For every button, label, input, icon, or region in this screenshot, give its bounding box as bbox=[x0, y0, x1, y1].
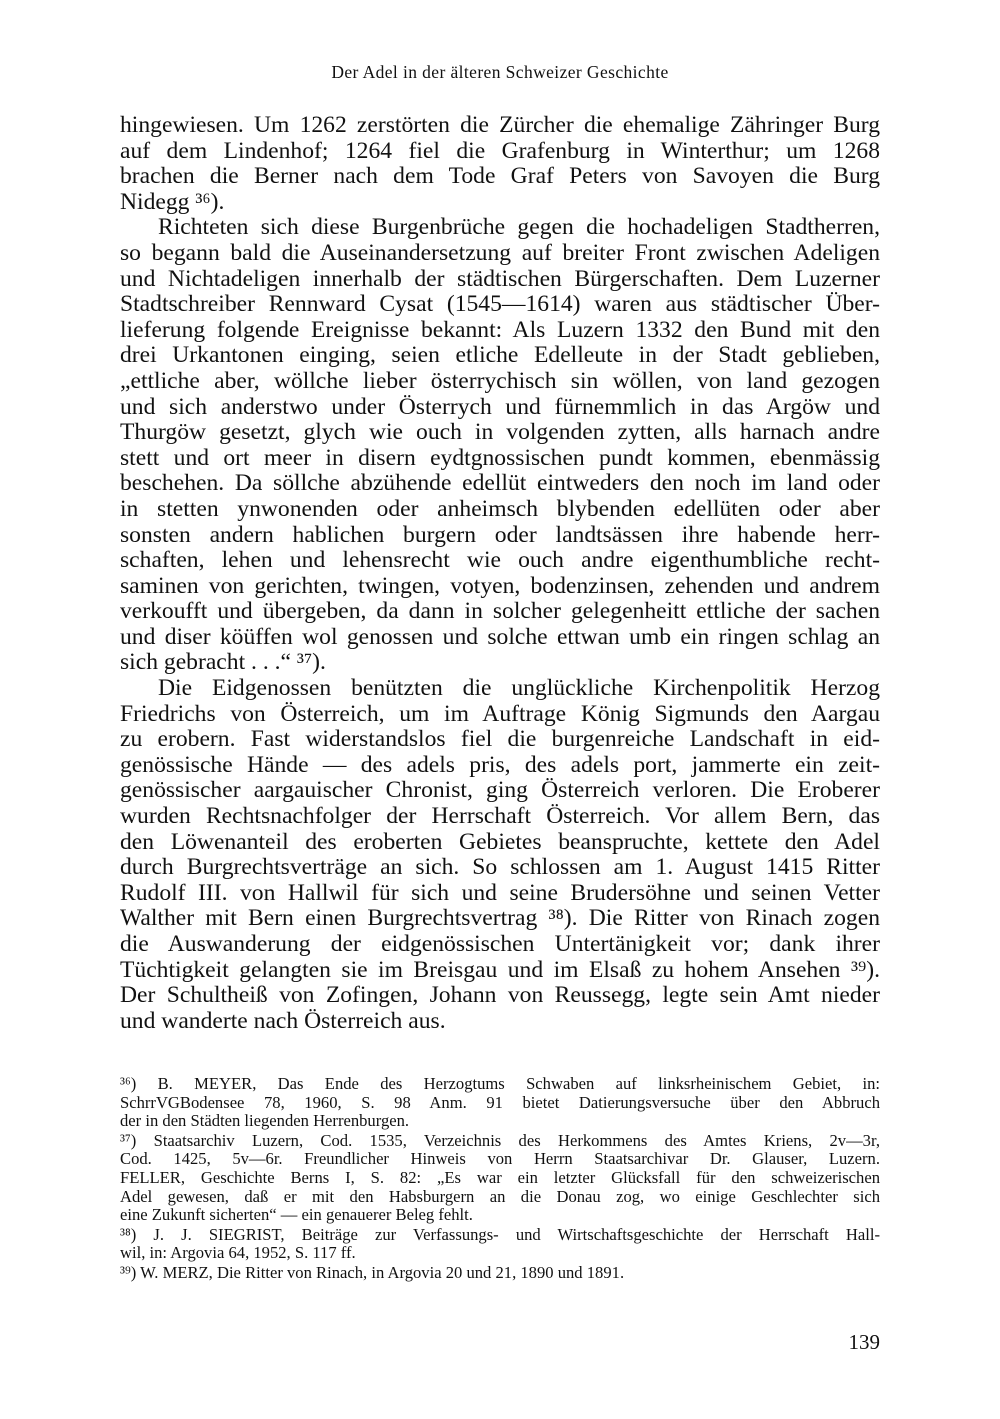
main-text bbox=[120, 113, 880, 1034]
text-line: Stadtschreiber Rennward Cysat (1545—1614) waren aus städtischer Über- bbox=[120, 291, 880, 318]
footnote-line: FELLER, Geschichte Berns I, S. 82: „Es war ein letzter Glücksfall für den schweizerischen bbox=[120, 1167, 880, 1187]
text-line: Thurgöw gesetzt, glych wie ouch in volgenden zytten, alls harnach andre bbox=[120, 419, 880, 446]
text-line: auf dem Lindenhof; 1264 fiel die Grafenburg in Winterthur; um 1268 bbox=[120, 137, 880, 164]
text-line: lieferung folgende Ereignisse bekannt: Als Luzern 1332 den Bund mit den bbox=[120, 316, 880, 343]
text-line: und sich anderstwo under Österrych und fürnemmlich in das Argöw und bbox=[120, 393, 880, 420]
text-line: beschehen. Da söllche abzühende edellüt eintweders den noch im land oder bbox=[120, 470, 880, 497]
footnote-line: Adel gewesen, daß er mit den Habsburgern an die Donau zog, wo einige Geschlechter sich bbox=[120, 1186, 880, 1206]
text-line: Nidegg ³⁶). bbox=[120, 188, 225, 215]
footnote-line: der in den Städten liegenden Herrenburgen. bbox=[120, 1111, 410, 1131]
footnote-line: ³⁶) B. MEYER, Das Ende des Herzogtums Schwaben auf linksrheinischem Gebiet, in: bbox=[120, 1074, 880, 1093]
text-line: Richteten sich diese Burgenbrüche gegen die hochadeligen Stadtherren, bbox=[158, 214, 880, 241]
page-number: 139 bbox=[848, 1330, 880, 1354]
text-line: und Nichtadeligen innerhalb der städtischen Bürgerschaften. Dem Luzerner bbox=[120, 265, 880, 292]
text-line: saminen von gerichten, twingen, votyen, bodenzinsen, zehenden und andrem bbox=[120, 572, 880, 599]
text-line: sonsten andern hablichen burgern oder landtsässen ihre habende herr- bbox=[120, 521, 880, 548]
text-line: Der Schultheiß von Zofingen, Johann von Reussegg, legte sein Amt nieder bbox=[120, 982, 880, 1009]
text-line: drei Urkantonen einging, seien etliche Edelleute in der Stadt geblieben, bbox=[120, 342, 880, 369]
text-line: hingewiesen. Um 1262 zerstörten die Zürcher die ehemalige Zähringer Burg bbox=[120, 112, 880, 138]
footnote-line: SchrrVGBodensee 78, 1960, S. 98 Anm. 91 bietet Datierungsversuche über den Abbruch bbox=[120, 1092, 880, 1112]
text-line: Walther mit Bern einen Burgrechtsvertrag ³⁸). Die Ritter von Rinach zogen bbox=[120, 905, 880, 932]
text-line: durch Burgrechtsverträge an sich. So schlossen am 1. August 1415 Ritter bbox=[120, 854, 880, 881]
text-line: sich gebracht . . .“ ³⁷). bbox=[120, 649, 326, 676]
text-line: wurden Rechtsnachfolger der Herrschaft Österreich. Vor allem Bern, das bbox=[120, 803, 880, 830]
running-header: Der Adel in der älteren Schweizer Geschichte bbox=[331, 62, 669, 82]
footnote bbox=[120, 1226, 880, 1263]
text-line: Die Eidgenossen benützten die unglückliche Kirchenpolitik Herzog bbox=[158, 675, 880, 702]
paragraph bbox=[120, 113, 880, 215]
footnote-line: ³⁷) Staatsarchiv Luzern, Cod. 1535, Verzeichnis des Herkommens des Amtes Kriens, 2v—3r, bbox=[120, 1130, 880, 1150]
footnote-line: ³⁹) W. MERZ, Die Ritter von Rinach, in Argovia 20 und 21, 1890 und 1891. bbox=[120, 1262, 625, 1282]
text-line: und wanderte nach Österreich aus. bbox=[120, 1007, 446, 1034]
footnote-line: Cod. 1425, 5v—6r. Freundlicher Hinweis von Herrn Staatsarchivar Dr. Glauser, Luzern. bbox=[120, 1149, 880, 1169]
footnote-line: ³⁸) J. J. SIEGRIST, Beiträge zur Verfassungs- und Wirtschaftsgeschichte der Herrschaft Hall- bbox=[120, 1224, 880, 1244]
text-line: schaften, lehen und lehensrecht wie ouch andre eigenthumbliche recht- bbox=[120, 547, 880, 574]
text-line: verkoufft und übergeben, da dann in solcher gelegenheitt ettliche der sachen bbox=[120, 598, 880, 625]
footnotes bbox=[120, 1075, 880, 1284]
footnote bbox=[120, 1075, 880, 1131]
text-line: „ettliche aber, wöllche lieber österrychisch sin wöllen, von land gezogen bbox=[120, 367, 880, 394]
text-line: Rudolf III. von Hallwil für sich und seine Brudersöhne und seinen Vetter bbox=[120, 879, 880, 906]
text-line: brachen die Berner nach dem Tode Graf Peters von Savoyen die Burg bbox=[120, 163, 880, 190]
text-line: Tüchtigkeit gelangten sie im Breisgau und im Elsaß zu hohem Ansehen ³⁹). bbox=[120, 956, 880, 983]
text-line: und diser köüffen wol genossen und solche ettwan umb ein ringen schlag an bbox=[120, 623, 880, 650]
footnote-line: wil, in: Argovia 64, 1952, S. 117 ff. bbox=[120, 1243, 356, 1263]
text-line: in stetten ynwonenden oder anheimsch blybenden edellüten oder aber bbox=[120, 495, 880, 522]
text-line: die Auswanderung der eidgenössischen Untertänigkeit vor; dank ihrer bbox=[120, 931, 880, 957]
footnote bbox=[120, 1264, 880, 1283]
text-line: so begann bald die Auseinandersetzung auf breiter Front zwischen Adeligen bbox=[120, 239, 880, 266]
text-line: Friedrichs von Österreich, um im Auftrage König Sigmunds den Aargau bbox=[120, 700, 880, 727]
footnote bbox=[120, 1132, 880, 1225]
text-line: den Löwenanteil des eroberten Gebietes beanspruchte, kettete den Adel bbox=[120, 828, 880, 855]
text-line: genössische Hände — des adels pris, des adels port, jammerte ein zeit- bbox=[120, 751, 880, 778]
text-line: stett und ort meer in disern eydtgnossischen pundt kommen, ebenmässig bbox=[120, 444, 880, 471]
paragraph bbox=[120, 676, 880, 1034]
paragraph bbox=[120, 215, 880, 676]
text-line: zu erobern. Fast widerstandslos fiel die burgenreiche Landschaft in eid- bbox=[120, 726, 880, 753]
text-line: genössischer aargauischer Chronist, ging Österreich verloren. Die Eroberer bbox=[120, 777, 880, 804]
footnote-line: eine Zukunft sicherten“ — ein genauerer Beleg fehlt. bbox=[120, 1205, 473, 1225]
